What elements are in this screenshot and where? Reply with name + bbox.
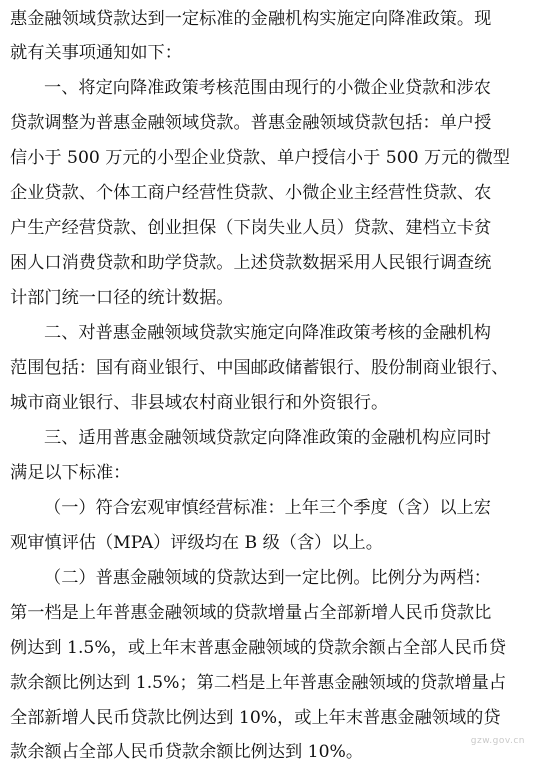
text-line: 就有关事项通知如下：	[10, 43, 182, 63]
text-line: 信小于 500 万元的小型企业贷款、单户授信小于 500 万元的微型	[10, 148, 510, 168]
text-line: 企业贷款、个体工商户经营性贷款、小微企业主经营性贷款、农	[10, 183, 492, 203]
paragraph-two-heading: 二、对普惠金融领域贷款实施定向降准政策考核的金融机构	[44, 323, 491, 343]
text-line: 满足以下标准：	[10, 463, 131, 483]
text-line: 观审慎评估（MPA）评级均在 B 级（含）以上。	[10, 533, 383, 553]
text-line: 款余额占全部人民币贷款余额比例达到 10%。	[10, 742, 364, 762]
text-line: 全部新增人民币贷款比例达到 10%，或上年末普惠金融领域的贷	[10, 708, 501, 728]
text-line: 贷款调整为普惠金融领域贷款。普惠金融领域贷款包括：单户授	[10, 113, 492, 133]
criterion-one: （一）符合宏观审慎经营标准：上年三个季度（含）以上宏	[44, 498, 491, 518]
text-line: 困人口消费贷款和助学贷款。上述贷款数据采用人民银行调查统	[10, 253, 492, 273]
watermark-text: gzw.gov.cn	[470, 736, 525, 746]
text-line: 城市商业银行、非县域农村商业银行和外资银行。	[10, 393, 389, 413]
text-line: 户生产经营贷款、创业担保（下岗失业人员）贷款、建档立卡贫	[10, 218, 492, 238]
text-line: 惠金融领域贷款达到一定标准的金融机构实施定向降准政策。现	[10, 9, 492, 29]
text-line: 计部门统一口径的统计数据。	[10, 288, 234, 308]
paragraph-three-heading: 三、适用普惠金融领域贷款定向降准政策的金融机构应同时	[44, 428, 491, 448]
criterion-two: （二）普惠金融领域的贷款达到一定比例。比例分为两档：	[44, 568, 491, 588]
paragraph-one-heading: 一、将定向降准政策考核范围由现行的小微企业贷款和涉农	[44, 78, 491, 98]
text-line: 第一档是上年普惠金融领域的贷款增量占全部新增人民币贷款比	[10, 603, 492, 623]
text-line: 例达到 1.5%，或上年末普惠金融领域的贷款余额占全部人民币贷	[10, 638, 507, 658]
text-line: 款余额比例达到 1.5%；第二档是上年普惠金融领域的贷款增量占	[10, 673, 507, 693]
text-line: 范围包括：国有商业银行、中国邮政储蓄银行、股份制商业银行、	[10, 358, 509, 378]
